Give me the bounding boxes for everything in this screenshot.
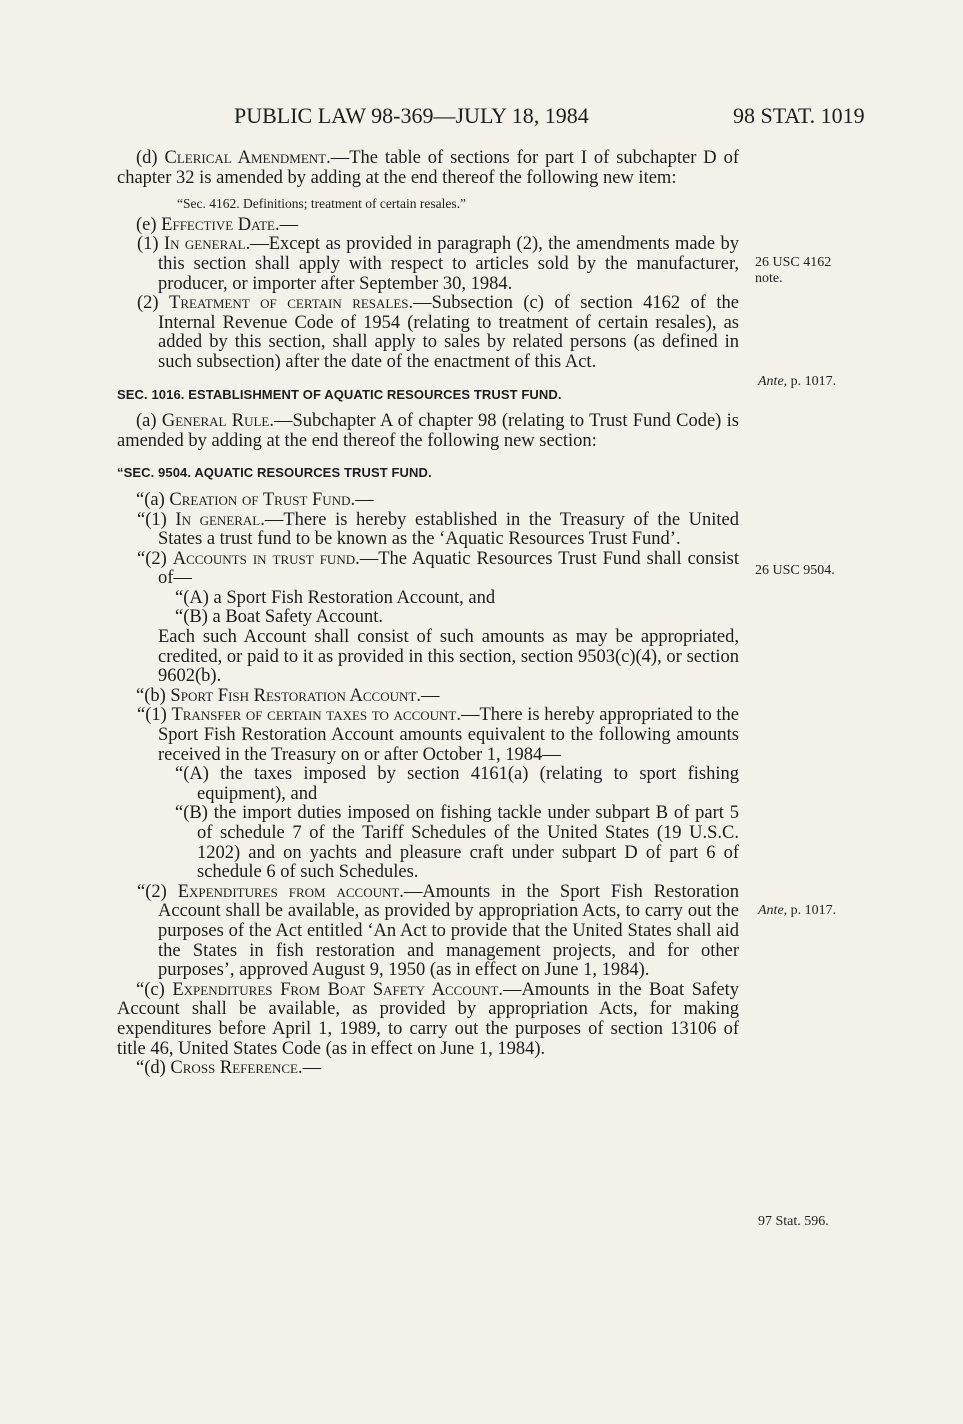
para-e2-treatment-resales: (2) Treatment of certain resales.—Subsection (c) of section 4162 of the Internal Revenue Code of 1954 (relating to treatment of certain resales), as added by this section, shall apply to sales by related persons (as defined in such subsection) after the date of the enactment of this Act. [137,293,740,372]
para-b1b-import-duties: “(B) the import duties imposed on fishing tackle under subpart B of part 5 of schedule 7 of the Tariff Schedules of the United States (19 U.S.C. 1202) and on yachts and pleasure craft under subpart D of part 6 of schedule 6 of such Schedules. [175,803,739,883]
para-b-sport-fish-account: “(b) Sport Fish Restoration Account.— [136,685,440,706]
para-a2-accounts: “(2) Accounts in trust fund.—The Aquatic Resources Trust Fund shall consist of— [137,548,739,589]
para-a-creation-of-trust-fund: “(a) Creation of Trust Fund.— [136,489,374,510]
margin-note-ante-2: Ante, p. 1017. [758,903,837,918]
running-header [0,103,963,133]
header-title: PUBLIC LAW 98-369—JULY 18, 1984 [234,103,589,128]
table-item-sec-4162: “Sec. 4162. Definitions; treatment of certain resales.” [177,196,467,212]
para-b1a-taxes: “(A) the taxes imposed by section 4161(a) (relating to sport fishing equipment), and [175,764,739,804]
statute-body [117,149,739,1079]
para-a-general-rule: (a) General Rule.—Subchapter A of chapter 98 (relating to Trust Fund Code) is amended by adding at the end thereof the following new section: [117,411,739,451]
para-each-account: Each such Account shall consist of such amounts as may be appropriated, credited, or paid to it as provided in this section, section 9503(c)(4), or section 9602(b). [158,627,739,687]
para-d-cross-reference: “(d) Cross Reference.— [136,1058,322,1079]
margin-note-ante-1: Ante, p. 1017. [758,374,837,389]
margin-note-26usc9504: 26 USC 9504. [755,563,835,578]
margin-note-97stat596: 97 Stat. 596. [758,1214,829,1229]
para-a2a-sport-fish: “(A) a Sport Fish Restoration Account, and [175,587,496,608]
section-heading-1016: SEC. 1016. ESTABLISHMENT OF AQUATIC RESOURCES TRUST FUND. [117,386,562,402]
para-c-boat-safety-expenditures: “(c) Expenditures From Boat Safety Account.—Amounts in the Boat Safety Account shall be available, as provided by appropriation Acts, for making expenditures before April 1, 1989, to carry out the purposes of section 13106 of title 46, United States Code (as in effect on June 1, 1984). [117,979,739,1059]
header-page-number: 98 STAT. 1019 [733,103,865,128]
para-a1-in-general: “(1) In general.—There is hereby established in the Treasury of the United States a trust fund to be known as the ‘Aquatic Resources Trust Fund’. [137,509,739,550]
para-e-effective-date: (e) Effective Date.— [136,214,299,235]
para-a2b-boat-safety: “(B) a Boat Safety Account. [175,607,384,628]
para-b2-expenditures: “(2) Expenditures from account.—Amounts in the Sport Fish Restoration Account shall be available, as provided by appropriation Acts, to carry out the purposes of the Act entitled ‘An Act to provide that the United States shall aid the States in fish restoration and management projects, and for other purposes’, approved August 9, 1950 (as in effect on June 1, 1984). [137,881,739,981]
margin-note-26usc4162: 26 USC 4162 note. [755,255,832,286]
para-d-clerical-amendment: (d) Clerical Amendment.—The table of sections for part I of subchapter D of chapter 32 is amended by adding at the end thereof the following new item: [117,148,739,188]
section-heading-9504: “SEC. 9504. AQUATIC RESOURCES TRUST FUND. [117,465,432,481]
para-e1-in-general: (1) In general.—Except as provided in paragraph (2), the amendments made by this section shall apply with respect to articles sold by the manufacturer, producer, or importer after September 30, 1984. [137,234,739,294]
para-b1-transfer: “(1) Transfer of certain taxes to account.—There is hereby appropriated to the Sport Fish Restoration Account amounts equivalent to the following amounts received in the Treasury on or after October 1, 1984— [137,705,739,765]
